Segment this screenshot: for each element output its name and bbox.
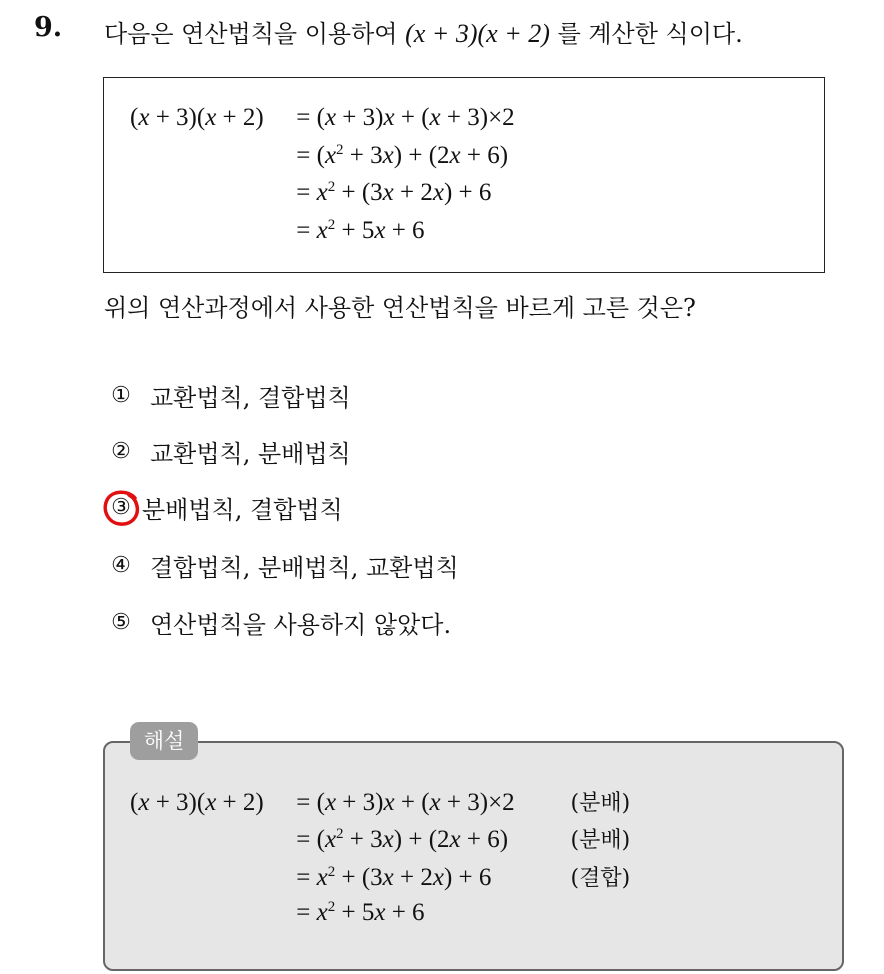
choice-4-number: ④ [111, 552, 131, 578]
choice-4-text: 결합법칙, 분배법칙, 교환법칙 [150, 554, 459, 582]
solution-line-3 [130, 861, 630, 892]
choice-1-number: ① [111, 382, 131, 408]
solution-line-1-note: (분배) [570, 791, 631, 816]
solution-tab: 해설 [130, 722, 198, 760]
solution-line-4 [130, 899, 564, 927]
choice-2-text: 교환법칙, 분배법칙 [150, 440, 351, 468]
problem-number: 9. [34, 12, 63, 43]
choice-1[interactable] [108, 378, 351, 413]
solution-line-1 [130, 786, 630, 817]
choice-3-text: 분배법칙, 결합법칙 [142, 496, 343, 524]
choice-1-text: 교환법칙, 결합법칙 [150, 384, 351, 412]
choice-5-text: 연산법칙을 사용하지 않았다. [150, 611, 452, 639]
solution-line-1-lhs: (x + 3)(x + 2) [130, 789, 264, 816]
solution-line-1-rhs: = (x + 3)x + (x + 3)×2 [296, 789, 515, 816]
box-line-1-lhs: (x + 3)(x + 2) [130, 104, 264, 131]
box-line-2-rhs: = $(x^2 + 3x) + (2x + 6)$ [296, 142, 509, 169]
solution-line-3-note: (결합) [570, 866, 631, 891]
box-line-4-rhs: = $x^2 + 5x + 6$ [296, 217, 425, 244]
box-line-3-rhs: = $x^2 + (3x + 2x) + 6$ [296, 179, 492, 206]
box-line-1 [130, 104, 515, 132]
solution-panel [103, 741, 844, 971]
stem-suffix: 를 계산한 식이다. [557, 20, 743, 48]
box-line-1-rhs: = (x + 3)x + (x + 3)×2 [296, 104, 515, 131]
choice-2[interactable] [108, 434, 351, 469]
box-line-3 [130, 179, 491, 207]
solution-line-4-rhs: = $x^2 + 5x + 6$ [296, 899, 425, 926]
question-text: 위의 연산과정에서 사용한 연산법칙을 바르게 고른 것은? [104, 294, 696, 322]
stem-expression: (x + 3)(x + 2) [405, 19, 550, 48]
box-line-4 [130, 217, 425, 245]
solution-line-2-note: (분배) [570, 828, 631, 853]
box-line-2 [130, 142, 508, 170]
choice-3-number: ③ [108, 495, 134, 521]
choice-5-number: ⑤ [111, 609, 131, 635]
solution-line-2-rhs: = $(x^2 + 3x) + (2x + 6)$ [296, 826, 509, 853]
solution-line-3-rhs: = $x^2 + (3x + 2x) + 6$ [296, 864, 492, 891]
choice-3[interactable] [108, 490, 343, 525]
stem-prefix: 다음은 연산법칙을 이용하여 [104, 20, 406, 48]
answer-circle-mark-icon [102, 488, 142, 528]
choice-4[interactable] [108, 548, 459, 583]
choice-5[interactable] [108, 605, 451, 640]
problem-stem [104, 14, 743, 49]
solution-line-2 [130, 823, 630, 854]
choice-2-number: ② [111, 438, 131, 464]
